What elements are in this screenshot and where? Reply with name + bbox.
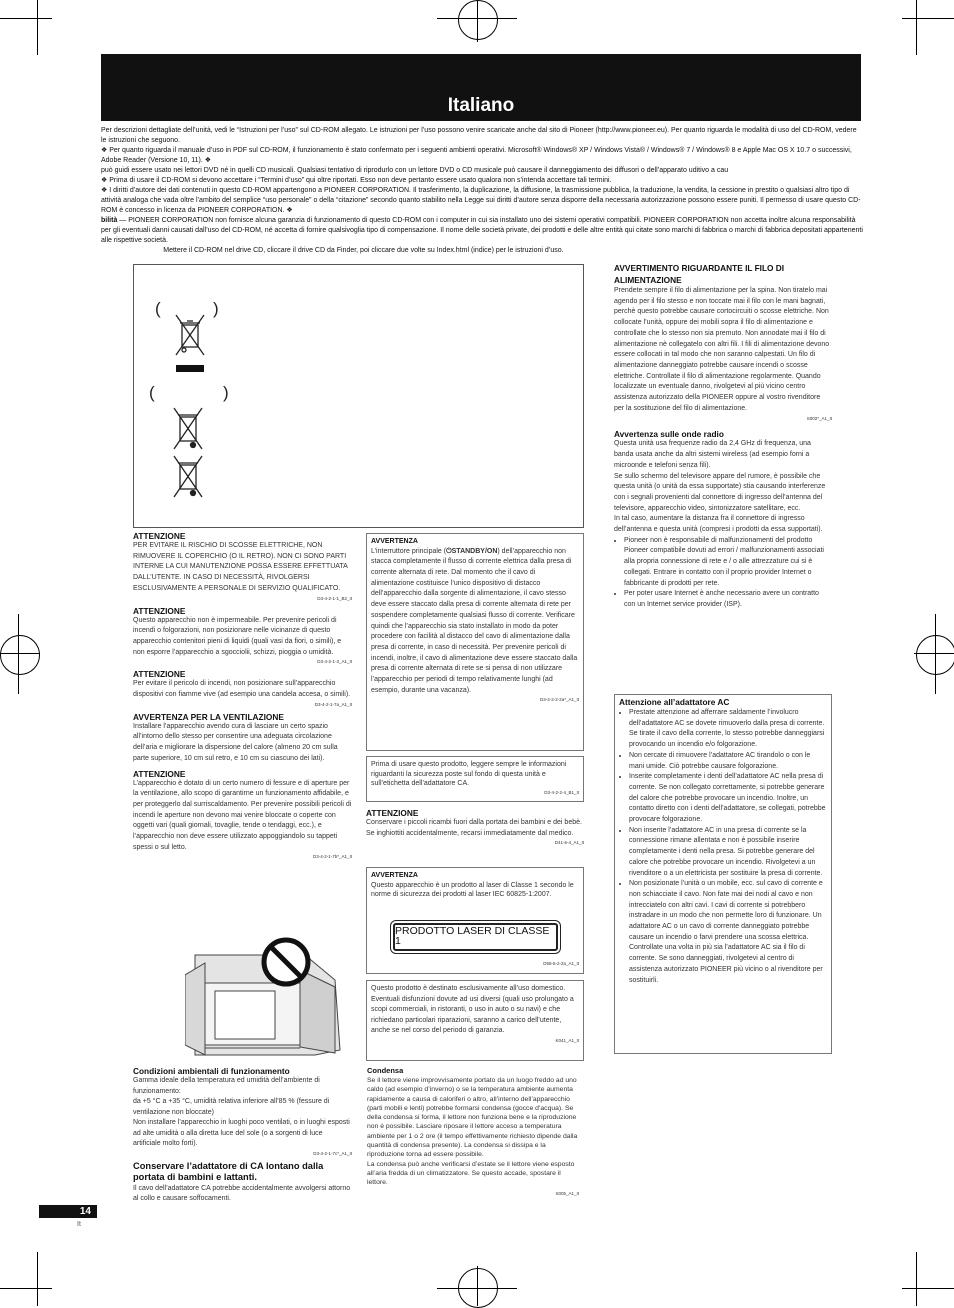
section-text: Gamma ideale della temperatura ed umidità dell’ambiente di funzionamento:	[133, 1077, 320, 1095]
box-text	[371, 547, 579, 697]
box-text: Prima di usare questo prodotto, leggere sempre le informazioni riguardanti la sicurezza poste sul fondo di questa unità e sull’etichetta dell’adattatore CA.	[371, 761, 567, 788]
reference-code: D3-4-2-1-1_B2_It	[317, 595, 352, 601]
box-heading: AVVERTENZA	[371, 872, 418, 879]
section-text: Questo apparecchio non è impermeabile. Per prevenire pericoli di incendi o folgorazioni, non posizionare nelle vicinanze di questo apparecchio contenitori pieni di liquidi (quali vasi da fiori, o simili), e non esporre l’apparecchio a sgocciolii, schizzi, pioggia o umidità.	[133, 616, 342, 656]
paren-left: (	[155, 299, 161, 318]
section-text: Conservare i piccoli ricambi fuori dalla portata dei bambini e dei bebè. Se inghiottiti accidentalmente, recarsi immediatamente dal medico.	[366, 819, 582, 837]
section-text: Per evitare il pericolo di incendi, non posizionare sull’apparecchio dispositivi con fiamme vive (ad esempio una candela accesa, o simili).	[133, 680, 351, 699]
section-text: Questa unità usa frequenze radio da 2,4 GHz di frequenza, una banda usata anche da altri sistemi wireless (ad esempio forni a microonde e telefoni senza fili).	[614, 440, 811, 469]
section-text: PER EVITARE IL RISCHIO DI SCOSSE ELETTRICHE, NON RIMUOVERE IL COPERCHIO (O IL RETRO). NON CI SONO PARTI INTERNE LA CUI MANUTENZIONE POSSA ESSERE EFFETTUATA DALL’UTENTE. IN CASO DI NECESSITÀ, RIVOLGERSI ESCLUSIVAMENTE A PERSONALE DI SERVIZIO QUALIFICATO.	[133, 542, 348, 592]
box-text-part: ) dell’apparecchio non stacca completamente il flusso di corrente elettrica dalla presa di corrente alternata di rete. Dal momento che il cavo di alimentazione costituisce l’unico dispositivo di distacco dell’apparecchio dalla sorgente di alimentazione, il cavo stesso deve essere staccato dalla presa di corrente alternata di rete per sospendere completamente qualsiasi flusso di corrente. Verificare quindi che l’apparecchio sia stato installato in modo da poter procedere con facilità al distacco del cavo di alimentazione dalla presa di corrente, in caso di necessità. Per prevenire pericoli di incendi, inoltre, il cavo di alimentazione deve essere staccato dalla presa di corrente alternata di rete se si pensa di non utilizzare l’apparecchio per periodi di tempo relativamente lunghi (ad esempio, durante una vacanza).	[371, 547, 578, 694]
list-item: • Non posizionate l’unità o un mobile, ecc. sul cavo di corrente e non schiacciate il cavo. Non fate mai dei nodi al cavo e non intrecciatelo con altri cavi. I cavi di corrente si potrebbero instradare in un modo che non permette loro di funzionare. Un adattatore AC o un cavo di corrente danneggiato potrebbe causare un incendio o farvi prendere una scossa elettrica. Controllate una volta in più sia l’adattatore AC sia il filo di corrente. Se sono danneggiati, rivolgetevi al centro di assistenza autorizzato PIONEER più vicino o al rivenditore per sostituirli.	[629, 879, 827, 986]
section-text: da +5 °C a +35 °C, umidità relativa inferiore all’85 % (fessure di ventilazione non bloccate)	[133, 1098, 330, 1116]
paren-right: )	[213, 299, 219, 318]
intro-text: — PIONEER CORPORATION non fornisce alcuna garanzia di funzionamento di questo CD-ROM con i computer in cui sia installato uno dei sistemi operativi compatibili. PIONEER CORPORATION non accetta inoltre alcuna responsabilità per gli eventuali danni causati dall’uso del CD-ROM, né accetta di fornire qualsivoglia tipo di compensazione. Il nome delle società private, dei prodotti e delle altre entità qui citate sono marchi di fabbrica o marchi di fabbrica depositati appartenenti alle rispettive società.	[101, 217, 863, 244]
intro-paragraph	[101, 216, 863, 246]
list-item: • Non inserite l’adattatore AC in una presa di corrente se la connessione rimane allentata e non è possibile inserire completamente i denti nella presa. Si potrebbe generare del calore che potrebbe provocare un incendio. Rivolgetevi a un rivenditore o a un elettricista per sostituire la presa di corrente.	[629, 826, 827, 880]
left-column-lower	[133, 1066, 352, 1205]
crop-mark	[902, 1288, 954, 1289]
section-heading: ATTENZIONE	[133, 531, 186, 541]
section-text: Non installare l’apparecchio in luoghi poco ventilati, o in luoghi esposti ad alte umidità o alla diretta luce del sole (o a sorgenti di luce artificiale molto forti).	[133, 1119, 350, 1147]
ac-adapter-box	[614, 694, 832, 1054]
reference-code: D3-4-2-1-7a_A1_It	[314, 701, 352, 707]
crop-mark	[37, 1252, 38, 1306]
reference-code: D41-6-4_A1_It	[554, 840, 584, 845]
section-heading: AVVERTIMENTO RIGUARDANTE IL FILO DI ALIMENTAZIONE	[614, 263, 785, 285]
section-text: Installare l’apparecchio avendo cura di lasciare un certo spazio all’intorno dello stesso per consentire una adeguata circolazione dell’aria e migliorare la dispersione del calore (almeno 20 cm sulla parte superiore, 10 cm sul retro, e 10 cm su ciascuno dei lati).	[133, 722, 338, 762]
reference-code: D3-4-2-2-4_B1_It	[544, 789, 579, 795]
box-heading: Attenzione all’adattatore AC	[619, 697, 730, 707]
page-language-code: It	[77, 1221, 81, 1228]
reference-code: S005_A1_It	[555, 1190, 579, 1196]
list-item: • Prestate attenzione ad afferrare saldamente l’involucro dell’adattatore AC se dovete rimuoverlo dalla presa di corrente. Se tirate il cavo della corrente, lo stesso potrebbe danneggiarsi provocando un incendio e/o folgorazione.	[629, 708, 827, 751]
reference-code: D3-4-2-1-7c*_A1_It	[313, 1150, 352, 1156]
section-heading: AVVERTENZA PER LA VENTILAZIONE	[133, 711, 284, 722]
registration-circle	[458, 1268, 498, 1308]
intro-paragraph: ❖ Prima di usare il CD-ROM si devono accettare i “Termini d’uso” qui oltre riportati. Esso non deve pertanto essere usato qualora non s’intenda accettare tali termini.	[101, 177, 612, 184]
left-column	[133, 531, 352, 864]
laser-class-label: PRODOTTO LASER DI CLASSE 1	[393, 923, 558, 951]
list-item: • Inserite completamente i denti dell’adattatore AC nella presa di corrente. Se non collegato correttamente, si potrebbe generare del calore che potrebbe provocare un incendio. Inoltre, un contatto diretto con i denti dell’adattatore, se collegati, potrebbe provocare folgorazione.	[629, 772, 827, 826]
section-text: In tal caso, aumentare la distanza fra il connettore di ingresso dell’antenna e questa unità (compresi i prodotti da essa supportati).	[614, 515, 823, 534]
reference-code: D3-4-2-2-2a*_A1_It	[539, 697, 579, 703]
section-heading: ATTENZIONE	[366, 808, 419, 818]
crop-mark	[37, 0, 38, 55]
standby-key-text: STANDBY/ON	[451, 547, 498, 555]
intro-paragraph: ❖ Per quanto riguarda il manuale d’uso in PDF sul CD-ROM, il funzionamento è stato confermato per i seguenti ambienti operativi. Microsoft® Windows® XP / Windows Vista® / Windows® 7 / Windows® 8 e Apple Mac OS X 10.7 o successivi, Adobe Reader (Versione 10, 11). ❖	[101, 147, 852, 164]
right-column	[614, 262, 832, 611]
weee-disposal-box	[133, 264, 584, 528]
section-text: L’apparecchio è dotato di un certo numero di fessure e di aperture per la ventilazione, allo scopo di garantirne un funzionamento affidabile, e per proteggerlo dal surriscaldamento. Per prevenire possibili pericoli di incendi le aperture non devono mai venire bloccate o coperte con oggetti vari (quali giornali, tovaglie, tende o tendaggi, ecc.), e l’apparecchio non deve essere utilizzato appoggiandolo su tappeti spessi o sul letto.	[133, 779, 352, 851]
crop-mark	[0, 1288, 52, 1289]
safety-info-box	[366, 756, 584, 802]
box-text-part: L’interruttore principale (	[371, 547, 447, 555]
section-text: Se sullo schermo del televisore appare del rumore, è possibile che questa unità (o unità da essa supportate) stia causando interferenze con i segnali provenienti dal connettore di ingresso dell’antenna del televisore, apparecchio video, sintonizzatore satellitare, ecc.	[614, 472, 826, 512]
box-heading: AVVERTENZA	[371, 538, 418, 545]
power-icon: ⏻	[446, 547, 452, 555]
page-title: Italiano	[447, 95, 515, 116]
laser-warning-box	[366, 867, 584, 974]
section-text: Il cavo dell’adattatore CA potrebbe accidentalmente avvolgersi attorno al collo e causare soffocamenti.	[133, 1184, 351, 1202]
page-number: 14	[39, 1205, 97, 1218]
list-item: • Non cercate di rimuovere l’adattatore AC tirandolo o con le mani umide. Ciò potrebbe causare folgorazione.	[629, 751, 827, 772]
crossed-bin-icon	[170, 311, 210, 375]
paren-right: )	[223, 383, 229, 402]
crop-mark	[916, 0, 917, 55]
box-text: Questo prodotto è destinato esclusivamente all’uso domestico. Eventuali disfunzioni dovute ad usi diversi (quali uso prolungato a scopi commerciali, in ristoranti, o uso in auto o su navi) e che richiedano particolari riparazioni, saranno a carico dell’utente, anche se nel corso del periodo di garanzia.	[371, 985, 574, 1034]
avvertenza-interruttore-box	[366, 533, 584, 751]
registration-circle	[916, 635, 954, 675]
attenzione-ricambi	[366, 808, 584, 850]
title-banner	[101, 54, 861, 121]
registration-circle	[458, 0, 498, 40]
condensa-section	[367, 1066, 579, 1201]
intro-paragraph: Mettere il CD-ROM nel drive CD, cliccare il drive CD da Finder, poi cliccare due volte su Index.html (indice) per le istruzioni d’uso.	[101, 247, 564, 254]
list-item: • Per poter usare Internet è anche necessario avere un contratto con un Internet service provider (ISP).	[624, 589, 832, 610]
reference-code: D3-4-2-1-7b*_A1_It	[312, 854, 352, 860]
intro-paragraph: può guidi essere usato nei lettori DVD né in quelli CD musicali. Qualsiasi tentativo di riprodurlo con un lettore DVD o CD musicale può causare il danneggiamento dei diffusori o dell’apparato uditivo a cau	[101, 167, 729, 174]
reference-code: D3-4-2-1-3_A1_It	[317, 659, 352, 665]
section-heading: Conservare l’adattatore di CA lontano dalla portata di bambini e lattanti.	[133, 1160, 324, 1182]
crop-mark	[0, 18, 52, 19]
intro-bold: bilità	[101, 217, 118, 224]
section-text: La condensa può anche verificarsi d’estate se il lettore viene esposto all’aria fredda di un climatizzatore. Se questo accade, spostare il lettore.	[367, 1160, 575, 1187]
cdrom-intro	[101, 126, 863, 256]
section-heading: ATTENZIONE	[133, 605, 186, 616]
section-heading: Condensa	[367, 1066, 404, 1075]
section-text: Se il lettore viene improvvisamente portato da un luogo freddo ad uno caldo (ad esempio d’inverno) o se la temperatura ambiente aumenta rapidamente a causa di caloriferi o altro, all’interno dell’apparecchio (parti mobili e lenti) potrebbe formarsi condensa (gocce d’acqua). Se della condensa si forma, il lettore non funziona bene e la riproduzione non è possibile. Lasciare riposare il lettore acceso a temperatura ambiente per 1 o 2 ore (il tempo effettivamente richiesto dipende dalla quantità di condensa presente). La condensa si dissipa e la riproduzione torna ad essere possibile.	[367, 1077, 578, 1159]
box-text: Questo apparecchio è un prodotto al laser di Classe 1 secondo le norme di sicurezza dei prodotti al laser IEC 60825-1:2007.	[371, 881, 574, 899]
intro-paragraph: Per descrizioni dettagliate dell’unità, vedi le “Istruzioni per l’uso” sul CD-ROM allegato. Le istruzioni per l’uso possono venire scaricate anche dal sito di Pioneer (http://www.pioneer.eu). Per quanto riguarda le modalità di uso del CD-ROM, vedere le istruzioni che seguono.	[101, 127, 857, 144]
reference-code: D58-5-2-2a_A1_It	[543, 961, 579, 966]
crop-mark	[902, 18, 954, 19]
reference-code: S002*_A1_It	[806, 416, 832, 422]
blocked-ventilation-illustration	[185, 935, 352, 1062]
paren-left: (	[149, 383, 155, 402]
crossed-bin-icon	[168, 405, 208, 455]
section-text: Prendete sempre il filo di alimentazione per la spina. Non tiratelo mai agendo per il filo stesso e non toccate mai il filo con le mani bagnati, perchè questo potrebbe causare cortocircuiti o scosse elettriche. Non collocate l’unità, oppure dei mobili sopra il filo di alimentazione e controllate che lo stesso non sia premuto. Non annodate mai il filo di alimentazione nè collegatelo con altri fili. I fili di alimentazione devono essere collocati in tal modo che non saranno calpestati. Un filo di alimentazione danneggiato potrebbe causare incendi o scosse elettriche. Controllate il filo di alimentazione regolarmente. Quando localizzate un eventuale danno, rivolgetevi al più vicino centro assistenza autorizzato della PIONEER oppure al vostro rivenditore per la sostituzione del filo di alimentazione.	[614, 287, 830, 412]
intro-paragraph: ❖ I diritti d’autore dei dati contenuti in questo CD-ROM appartengono a PIONEER CORPORATION. Il trasferimento, la duplicazione, la diffusione, la trasmissione pubblica, la traduzione, la vendita, la cessione in prestito o qualsiasi altro tipo di attività analoga che vada oltre l’ambito del semplice “uso personale” o della “citazione” secondo quanto stabilito nella Legge sui diritti d’autore senza disporre della necessaria autorizzazione possono essere puniti. Il permesso di usare questo CD-ROM è concesso in licenza da PIONEER CORPORATION. ❖	[101, 187, 861, 214]
section-heading: Avvertenza sulle onde radio	[614, 429, 724, 440]
crossed-bin-icon	[168, 453, 208, 503]
crop-mark	[916, 1252, 917, 1306]
section-heading: ATTENZIONE	[133, 768, 186, 779]
registration-circle	[0, 635, 40, 675]
domestic-use-box	[366, 980, 584, 1061]
list-item: • Pioneer non è responsabile di malfunzionamenti del prodotto Pioneer compatibile dovuti ad errori / malfunzionamenti associati alla propria connessione di rete e / o alle attrezzature cui si è collegati. Entrare in contatto con il proprio provider Internet o fabbricante di prodotti per rete.	[624, 536, 832, 590]
radio-bullet-list	[614, 536, 832, 611]
standby-key-label	[446, 548, 497, 555]
section-heading: ATTENZIONE	[133, 669, 186, 680]
section-heading: Condizioni ambientali di funzionamento	[133, 1066, 290, 1076]
reference-code: K041_A1_It	[555, 1037, 579, 1043]
ac-bullet-list	[619, 708, 827, 986]
